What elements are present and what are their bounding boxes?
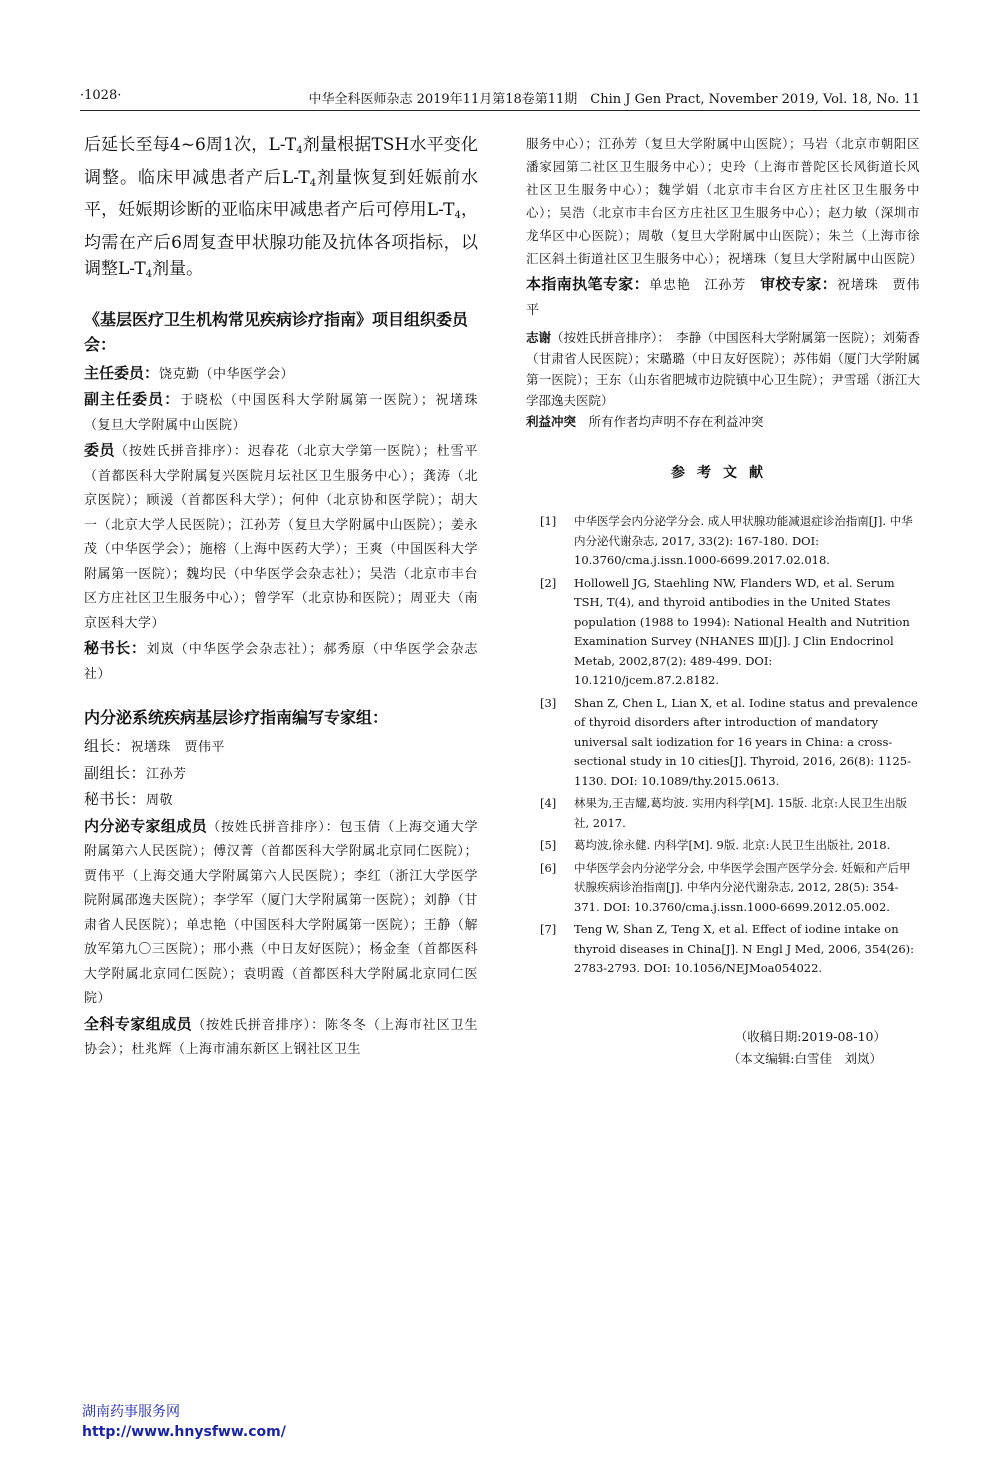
reference-text: Teng W, Shan Z, Teng X, et al. Effect of iodine intake on thyroid diseases in China[J]. N Engl J Med, 2006, 354(26): 2783-2793. DOI: 10.1056/NEJMoa054022. [574, 922, 915, 975]
members [84, 438, 478, 636]
right-column [526, 132, 923, 1070]
watermark-url[interactable]: http://www.hnysfww.com/ [82, 1424, 286, 1440]
leader-names: 祝墡珠 贾伟平 [130, 740, 226, 755]
members-list: 迟春花（北京大学第一医院）；杜雪平（首都医科大学附属复兴医院月坛社区卫生服务中心）；龚涛（北京医院）；顾湲（首都医科大学）；何仲（北京协和医学院）；胡大一（北京大学人民医院）；江孙芳（复旦大学附属中山医院）；姜永茂（中华医学会）；施榕（上海中医药大学）；王爽（中国医科大学附属第一医院）；魏均民（中华医学会杂志社）；吴浩（北京市丰台区方庄社区卫生服务中心）；曾学军（北京协和医院）；周亚夫（南京医科大学） [84, 444, 478, 631]
references-title: 参考文献 [671, 465, 775, 481]
reference-number: [7] [540, 922, 557, 936]
subscript: 4 [296, 145, 303, 156]
reviewers-names: 祝墡珠 贾伟平 [526, 278, 920, 318]
subscript: 4 [454, 210, 461, 221]
text-segment: 剂量。 [152, 259, 204, 279]
subscript: 4 [145, 269, 153, 280]
watermark-name: 湖南药事服务网 [82, 1404, 180, 1420]
gp-list-continued: 服务中心）；江孙芳（复旦大学附属中山医院）；马岩（北京市朝阳区潘家园第二社区卫生服务中心）；史玲（上海市普陀区长风街道长风社区卫生服务中心）；魏学娟（北京市丰台区方庄社区卫生服务中心）；吴浩（北京市丰台区方庄社区卫生服务中心）；赵力敏（深圳市龙华区中心医院）；周敬（复旦大学附属中山医院）；朱兰（上海市徐汇区斜土街道社区卫生服务中心）；祝墡珠（复旦大学附属中山医院） [526, 136, 923, 266]
committee-secretary [84, 636, 478, 687]
reference-item [526, 836, 920, 856]
reference-number: [5] [540, 838, 557, 852]
vice-leader-label: 副组长： [84, 763, 147, 782]
experts-title: 内分泌系统疾病基层诊疗指南编写专家组： [84, 708, 389, 727]
endocrine-members [84, 814, 478, 1012]
reference-item [526, 694, 920, 792]
secretary-label: 秘书长： [84, 639, 147, 657]
reference-number: [1] [540, 514, 557, 528]
text-segment: 剂量根据TSH水平变化调整。临床甲减患者产后L-T [84, 135, 478, 188]
acknowledgements [526, 327, 920, 411]
reference-item [526, 794, 920, 833]
journal-citation: 中华全科医师杂志 2019年11月第18卷第11期 Chin J Gen Pract, November 2019, Vol. 18, No. 11 [308, 92, 920, 107]
experts-secretary-label: 秘书长： [84, 790, 147, 808]
reference-item [526, 512, 920, 571]
gp-list-start: 陈冬冬（上海市社区卫生协会）；杜兆辉（上海市浦东新区上钢社区卫生 [84, 1017, 478, 1057]
group-leader [84, 734, 478, 761]
thanks-text: （按姓氏拼音排序）： 李静（中国医科大学附属第一医院）；刘菊香（甘肃省人民医院）；宋璐璐（中日友好医院）；苏伟娟（厦门大学附属第一医院）；王东（山东省肥城市边院镇中心卫生院）；尹雪瑶（浙江大学邵逸夫医院） [526, 330, 920, 408]
page-number: ·1028· [80, 88, 122, 103]
reference-text: 中华医学会内分泌学分会, 中华医学会围产医学分会. 妊娠和产后甲状腺疾病诊治指南[J]. 中华内分泌代谢杂志, 2012, 28(5): 354-371. DOI: 10.3760/cma.j.issn.1000-6699.2012.05.002. [574, 860, 911, 914]
reference-number: [6] [540, 860, 557, 875]
endocrine-label: 内分泌专家组成员 [84, 816, 208, 835]
leader-label: 组长： [84, 737, 131, 755]
gp-label: 全科专家组成员 [84, 1014, 193, 1033]
reference-text: 葛均波,徐永健. 内科学[M]. 9版. 北京:人民卫生出版社, 2018. [574, 838, 891, 852]
thanks-label: 志谢 [526, 330, 552, 345]
reference-text: 林果为,王吉耀,葛均波. 实用内科学[M]. 15版. 北京:人民卫生出版社, 2017. [574, 796, 907, 830]
chair-label: 主任委员： [84, 363, 160, 382]
chair-name: 饶克勤（中华医学会） [159, 366, 295, 382]
reference-number: [4] [540, 796, 557, 810]
subscript: 4 [309, 177, 317, 189]
text-segment: ，均需在产后6周复查甲状腺功能及抗体各项指标，以调整L-T [84, 200, 479, 279]
endocrine-note: （按姓氏拼音排序）： [207, 819, 340, 835]
experts-secretary [84, 787, 478, 814]
references-list [526, 512, 920, 979]
chair [84, 361, 478, 388]
vice-chair-label: 副主任委员： [84, 390, 181, 408]
conflict-text: 所有作者均声明不存在利益冲突 [576, 414, 764, 429]
writers-label: 本指南执笔专家： [526, 275, 650, 293]
reference-item [526, 574, 920, 691]
endocrine-list: 包玉倩（上海交通大学附属第六人民医院）；傅汉菁（首都医科大学附属北京同仁医院）；贾伟平（上海交通大学附属第六人民医院）；李红（浙江大学医学院附属邵逸夫医院）；李学军（厦门大学附属第一医院）；刘静（甘肃省人民医院）；单忠艳（中国医科大学附属第一医院）；王静（解放军第九〇三医院）；邢小燕（中日友好医院）；杨金奎（首都医科大学附属北京同仁医院）；袁明霞（首都医科大学附属北京同仁医院） [84, 819, 478, 1006]
members-label: 委员 [84, 441, 115, 459]
vice-leader-name: 江孙芳 [146, 766, 187, 782]
committee-title: 《基层医疗卫生机构常见疾病诊疗指南》项目组织委员会： [84, 309, 469, 354]
reference-item [526, 920, 920, 979]
secretary-names: 刘岚（中华医学会杂志社）；郝秀原（中华医学会杂志社） [84, 642, 478, 682]
conflict-label: 利益冲突 [526, 414, 577, 429]
reference-text: Shan Z, Chen L, Lian X, et al. Iodine status and prevalence of thyroid disorders after introduction of mandatory universal salt iodization for 16 years in China: a cross-sectional study in 10 cities[J]. Thyroid, 2016, 26(8): 1125-1130. DOI: 10.1089/thy.2015.0613. [574, 695, 918, 788]
received-date: （收稿日期:2019-08-10） [734, 1028, 886, 1044]
continued-paragraph [84, 132, 478, 289]
writers-names: 单忠艳 江孙芳 [649, 278, 747, 293]
conflict-of-interest [526, 411, 920, 432]
reference-number: [2] [540, 575, 557, 590]
vice-leader [84, 761, 478, 788]
site-watermark [82, 1402, 286, 1442]
gp-members [84, 1012, 478, 1063]
reference-text: Hollowell JG, Staehling NW, Flanders WD, et al. Serum TSH, T(4), and thyroid antibodies in the United States population (1988 to 1994): National Health and Nutrition Examination Survey (NHANES Ⅲ)[J]. J Clin Endocrinol Metab, 2002,87(2): 489-499. DOI: 10.1210/jcem.87.2.8182. [574, 575, 910, 687]
members-note: （按姓氏拼音排序）： [114, 444, 248, 459]
text-segment: 剂量恢复到妊娠前水平，妊娠期诊断的亚临床甲减患者产后可停用L-T [84, 167, 479, 220]
left-column [84, 132, 478, 1063]
reference-item [526, 859, 920, 918]
authors-line [526, 272, 920, 323]
gp-note: （按姓氏拼音排序）： [192, 1017, 326, 1033]
reference-text: 中华医学会内分泌学分会. 成人甲状腺功能减退症诊治指南[J]. 中华内分泌代谢杂志, 2017, 33(2): 167-180. DOI: 10.3760/cma.j.issn.1000-6699.2017.02.018. [574, 514, 913, 567]
reviewers-label: 审校专家： [760, 275, 838, 293]
reference-number: [3] [540, 695, 557, 710]
editor-line: （本文编辑:白雪佳 刘岚） [727, 1050, 882, 1066]
vice-chair-names: 于晓松（中国医科大学附属第一医院）；祝墡珠（复旦大学附属中山医院） [84, 393, 478, 433]
vice-chair [84, 387, 478, 438]
experts-secretary-name: 周敬 [146, 793, 174, 808]
text-segment: 后延长至每4~6周1次，L-T [84, 135, 297, 155]
running-header [80, 86, 920, 111]
